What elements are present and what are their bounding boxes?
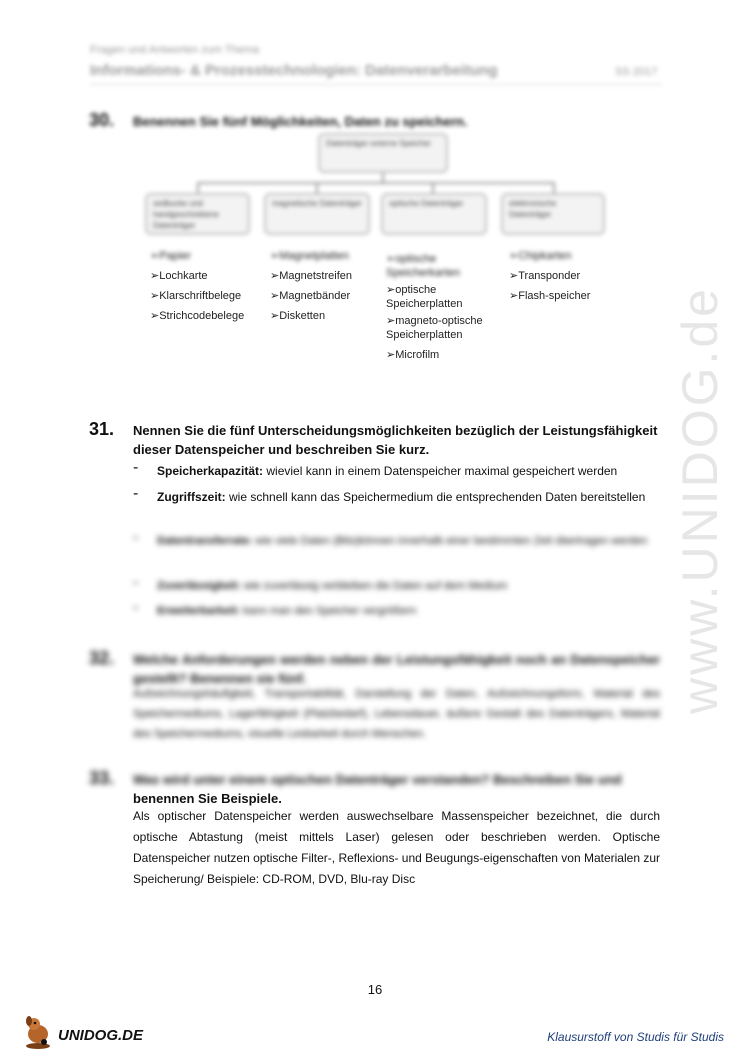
list-item: ➢Flash-speicher (509, 290, 591, 302)
dash-bullet: - (133, 574, 139, 591)
list-item: ➢Magnetplatten (270, 250, 349, 262)
answer-paragraph: Aufzeichnungshäufigkeit, Transportabilität, Darstellung der Daten, Aufzeichnungsform, Material des Speichermediums, Lagerfähigkeit (Platzbedarf), Lebensdauer, äußere Gestalt des Datenträgers, Material des Speichermediums, visuelle Lesbarkeit durch Menschen. (133, 688, 660, 740)
diagram-root-box: Datenträger externe Speicher (318, 133, 448, 173)
header-divider (90, 84, 662, 85)
answer-paragraph: Als optischer Datenspeicher werden auswechselbare Massenspeicher bezeichnet, die durch optische Abtastung (meist mittels Laser) gelesen oder beschrieben werden. Optische Datenspeicher nutzen optische Filter-, Reflexions- und Beugungs-eigenschaften von Materialen zur Speicherung/ Beispiele: CD-ROM, DVD, Blu-ray Disc (133, 809, 660, 886)
dash-bullet: - (133, 459, 139, 476)
diagram-list-2 (270, 246, 352, 326)
list-item: ➢Magnetbänder (270, 290, 351, 302)
diagram-category-box: sedbucke und handgeschriebene Datenträger (145, 193, 250, 235)
diagram-category-box: magnetische Datenträger (264, 193, 370, 235)
list-item: ➢Klarschriftbelege (150, 290, 242, 302)
dash-bullet: - (133, 529, 139, 546)
list-item: ➢magneto-optische Speicherplatten (386, 315, 483, 341)
list-item: ➢Microfilm (386, 349, 440, 361)
logo-text: UNIDOG.DE (58, 1027, 144, 1044)
answer-bullet: Zuverlässigkeit: wie zuverlässig verbleiben die Daten auf dem Medium (157, 580, 508, 592)
question-number: 31. (89, 419, 115, 439)
answer-bullet: Speicherkapazität: wieviel kann in einem Datenspeicher maximal gespeichert werden (157, 464, 618, 478)
diagram-category-box: elektronische Datenträger (501, 193, 605, 235)
answer-bullet: Zugriffszeit: wie schnell kann das Speichermedium die entsprechenden Daten bereitstellen (157, 490, 646, 504)
watermark: www.UNIDOG.de (672, 286, 728, 714)
list-item: ➢Transponder (509, 270, 581, 282)
answer-bullet: Datentransferrate: wie viele Daten (Bits)können innerhalb einer bestimmten Zeit übertragen werden (157, 535, 648, 547)
header-title: Informations- & Prozesstechnologien: Datenverarbeitung (90, 62, 498, 79)
page-number: 16 (367, 982, 383, 997)
answer-bullet: Erweiterbarkeit: kann man den Speicher vergrößern (157, 605, 417, 617)
question-text: Welche Anforderungen werden neben der Leistungsfähigkeit noch an Datenspeicher gestellt? Benennen sie fünf. (133, 652, 660, 686)
footer-tagline: Klausurstoff von Studis für Studis (547, 1030, 724, 1044)
list-item: ➢optische Speicherkarten (386, 253, 460, 279)
list-item: ➢Disketten (270, 310, 326, 322)
header-subtitle: Fragen und Antworten zum Thema (90, 44, 260, 56)
list-item: ➢optische Speicherplatten (386, 284, 463, 310)
dash-bullet: - (133, 485, 139, 502)
question-number: 33. (89, 768, 115, 788)
diagram-list-4 (509, 246, 590, 306)
diagram-connector (197, 182, 555, 184)
list-item: ➢Magnetstreifen (270, 270, 352, 282)
list-item: ➢Strichcodebelege (150, 310, 245, 322)
diagram-list-3 (386, 249, 501, 365)
list-item: ➢Lochkarte (150, 270, 208, 282)
diagram-category-box: optische Datenträger (381, 193, 487, 235)
list-item: ➢Papier (150, 250, 192, 262)
question-number: 30. (89, 110, 115, 130)
question-text: Was wird unter einem optischen Datenträger verstanden? Beschreiben Sie und (133, 772, 622, 787)
diagram-list-1 (150, 246, 244, 326)
question-text: Benennen Sie fünf Möglichkeiten, Daten zu speichern. (133, 114, 468, 129)
question-text-line2: benennen Sie Beispiele. (133, 791, 282, 806)
question-number: 32. (89, 648, 115, 668)
list-item: ➢Chipkarten (509, 250, 572, 262)
header-date: SS 2017 (615, 66, 658, 78)
question-text: Nennen Sie die fünf Unterscheidungsmöglichkeiten bezüglich der Leistungsfähigkeit dieser Datenspeicher und beschreiben Sie kurz. (133, 423, 658, 457)
dash-bullet: - (133, 599, 139, 616)
